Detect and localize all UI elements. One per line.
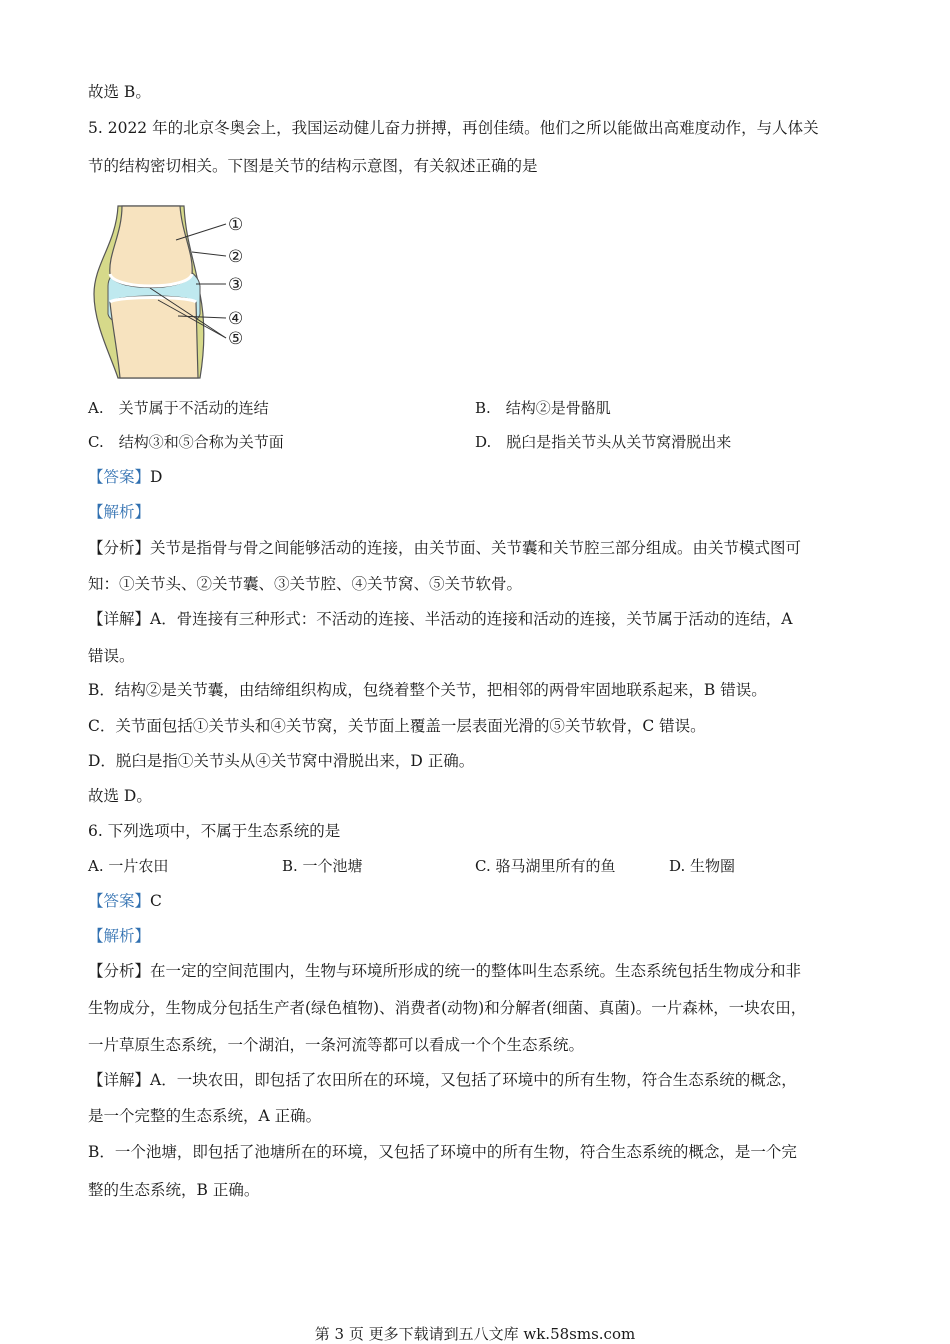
detail-text: A．一块农田，即包括了农田所在的环境，又包括了环境中的所有生物，符合生态系统的概念，: [150, 1071, 797, 1089]
joint-socket-bone: [110, 296, 198, 378]
figure-label-2: ②: [228, 247, 244, 267]
joint-head-bone: [110, 206, 192, 288]
q5-option-b: B. 结构②是骨骼肌: [475, 399, 611, 417]
q6-detail-b1: B．一个池塘，即包括了池塘所在的环境，又包括了环境中的所有生物，符合生态系统的概念，是一个完: [88, 1143, 797, 1161]
answer-value: C: [150, 892, 162, 910]
q6-detail-line1: [88, 1070, 797, 1090]
q5-stem-line1: 5. 2022 年的北京冬奥会上，我国运动健儿奋力拼搏，再创佳绩。他们之所以能做出高难度动作，与人体关: [88, 119, 819, 137]
figure-label-1: ①: [228, 215, 244, 235]
q5-analysis-tag: 【解析】: [88, 503, 151, 521]
figure-label-5: ⑤: [228, 329, 244, 349]
figure-label-4: ④: [228, 309, 244, 329]
joint-structure-diagram: [88, 204, 258, 380]
q5-fenxi-line2: 知：①关节头、②关节囊、③关节腔、④关节窝、⑤关节软骨。: [88, 575, 523, 593]
q6-detail-b2: 整的生态系统，B 正确。: [88, 1181, 260, 1199]
q6-stem: 6. 下列选项中，不属于生态系统的是: [88, 822, 341, 840]
fenxi-tag: 【分析】: [88, 962, 151, 980]
fenxi-text: 在一定的空间范围内，生物与环境所形成的统一的整体叫生态系统。生态系统包括生物成分和非: [150, 962, 802, 980]
q5-option-d: D. 脱臼是指关节头从关节窝滑脱出来: [475, 433, 732, 451]
previous-conclusion: 故选 B。: [88, 83, 151, 101]
q5-conclusion: 故选 D。: [88, 787, 152, 805]
q5-detail-line2: 错误。: [88, 647, 135, 665]
q6-option-b: B. 一个池塘: [282, 857, 363, 875]
q5-detail-d: D．脱臼是指①关节头从④关节窝中滑脱出来，D 正确。: [88, 752, 475, 770]
q6-fenxi-line3: 一片草原生态系统，一个湖泊，一条河流等都可以看成一个个生态系统。: [88, 1036, 585, 1054]
q5-detail-b: B．结构②是关节囊，由结缔组织构成，包绕着整个关节，把相邻的两骨牢固地联系起来，B 错误。: [88, 681, 767, 699]
detail-text: A．骨连接有三种形式：不活动的连接、半活动的连接和活动的连接，关节属于活动的连结，A: [150, 610, 793, 628]
q6-analysis-tag: 【解析】: [88, 927, 151, 945]
q5-option-a: A. 关节属于不活动的连结: [88, 399, 269, 417]
q5-answer: [88, 467, 162, 487]
detail-tag: 【详解】: [88, 610, 151, 628]
q5-fenxi-line1: [88, 538, 801, 558]
answer-value: D: [150, 468, 163, 486]
answer-tag: 【答案】: [88, 892, 151, 910]
figure-label-3: ③: [228, 275, 244, 295]
q6-fenxi-line1: [88, 961, 801, 981]
fenxi-tag: 【分析】: [88, 539, 151, 557]
q6-option-d: D. 生物圈: [669, 857, 736, 875]
detail-tag: 【详解】: [88, 1071, 151, 1089]
q5-detail-c: C．关节面包括①关节头和④关节窝，关节面上覆盖一层表面光滑的⑤关节软骨，C 错误。: [88, 717, 706, 735]
q5-stem-line2: 节的结构密切相关。下图是关节的结构示意图，有关叙述正确的是: [88, 157, 538, 175]
q6-option-c: C. 骆马湖里所有的鱼: [475, 857, 616, 875]
q6-option-a: A. 一片农田: [88, 857, 169, 875]
q6-answer: [88, 891, 162, 911]
answer-tag: 【答案】: [88, 468, 151, 486]
q6-fenxi-line2: 生物成分，生物成分包括生产者(绿色植物)、消费者(动物)和分解者(细菌、真菌)。一片森林，一块农田，: [88, 999, 807, 1017]
q6-detail-line2: 是一个完整的生态系统，A 正确。: [88, 1107, 322, 1125]
page-footer: 第 3 页 更多下载请到五八文库 wk.58sms.com: [314, 1325, 636, 1343]
q5-option-c: C. 结构③和⑤合称为关节面: [88, 433, 284, 451]
fenxi-text: 关节是指骨与骨之间能够活动的连接，由关节面、关节囊和关节腔三部分组成。由关节模式图可: [150, 539, 802, 557]
q5-detail-line1: [88, 609, 792, 629]
